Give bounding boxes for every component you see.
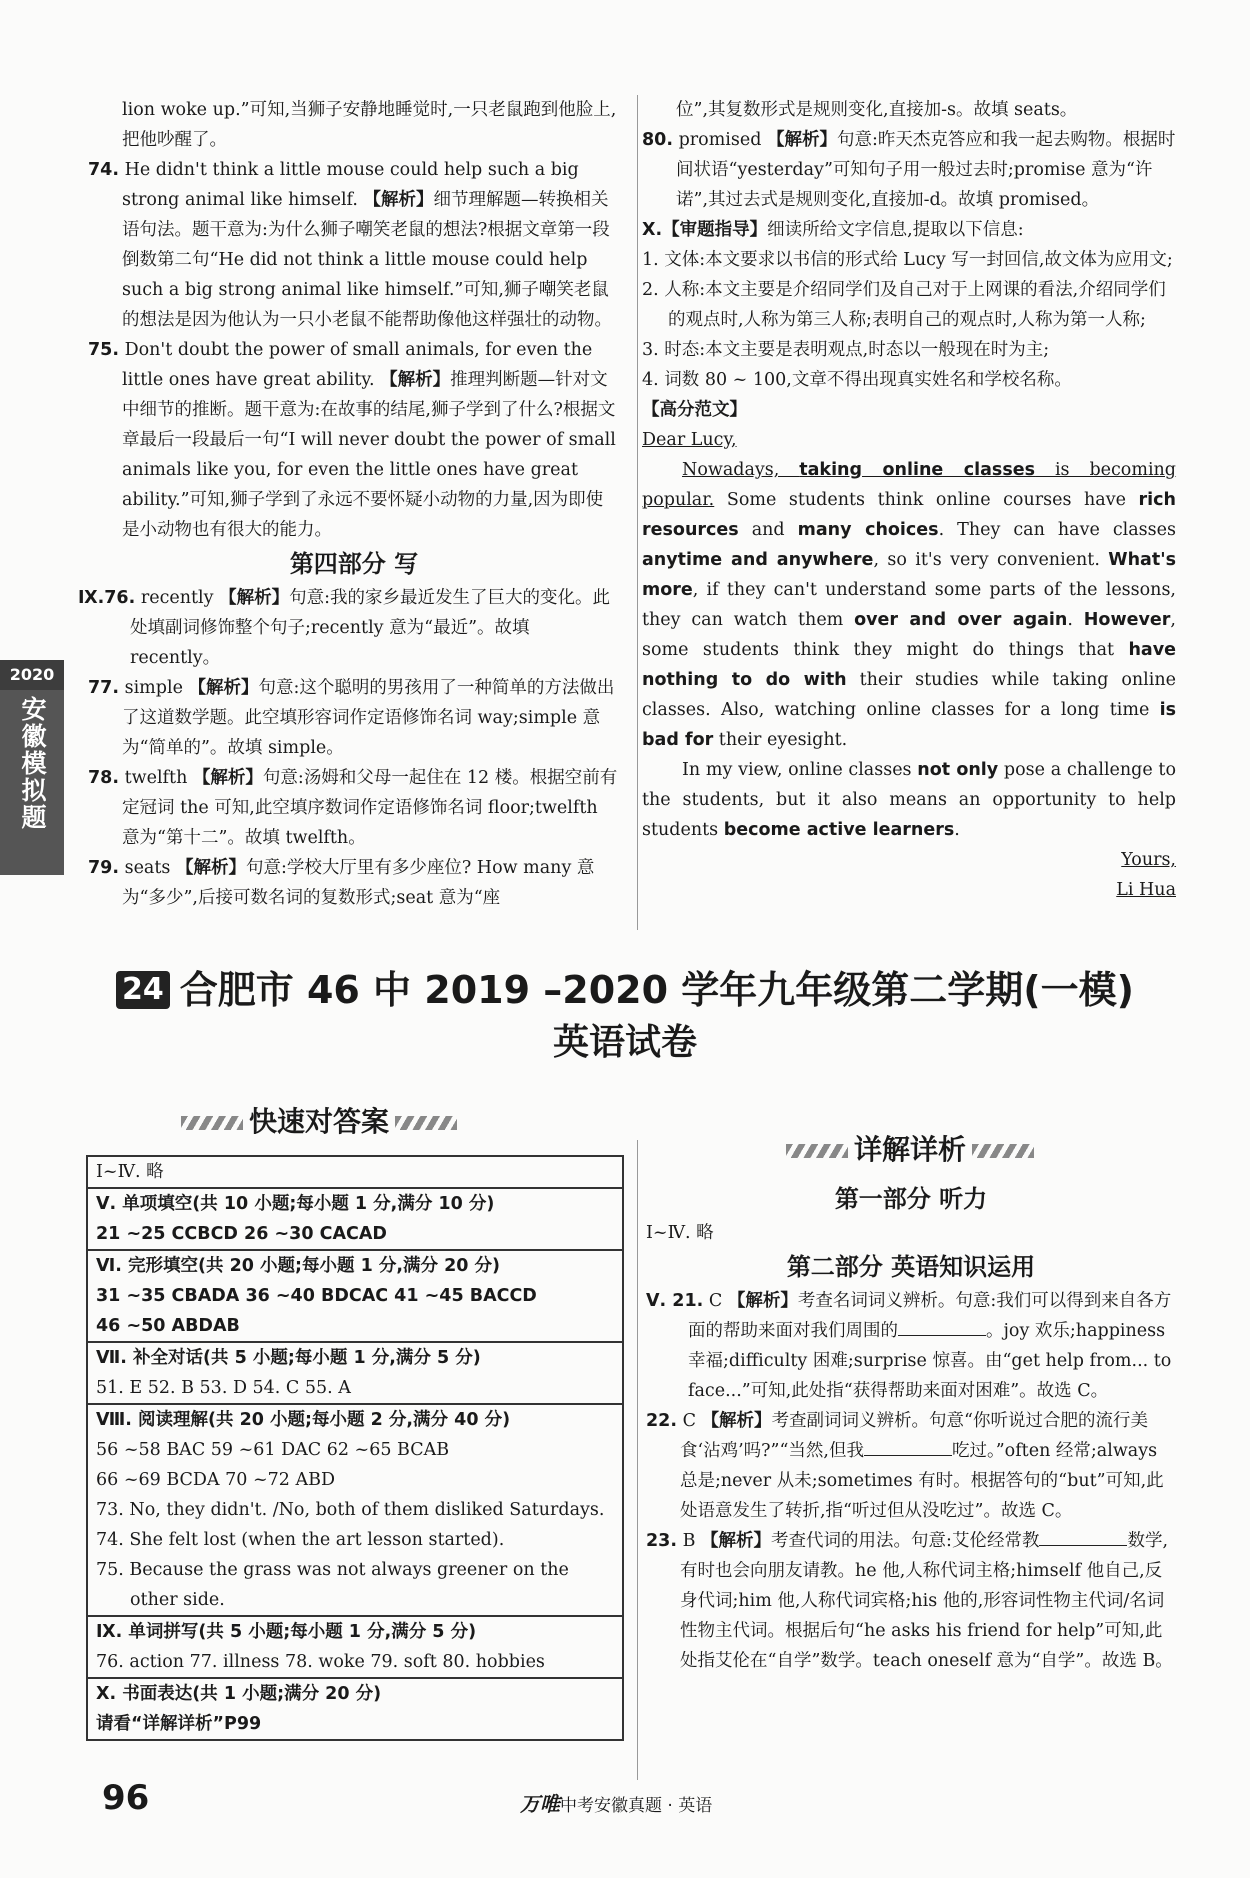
analysis-text: 推理判断题—针对文中细节的推断。题干意为:在故事的结尾,狮子学到了什么?根据文章最后一段最后一句“I will never doubt the power of small animals like you, for even the little ones have great ability.”可知,狮子学到了永远不要怀疑小动物的力量,因为即使是小动物也有很大的能力。 — [122, 370, 616, 540]
row-heading: Ⅴ. 单项填空(共 10 小题;每小题 1 分,满分 10 分) — [96, 1194, 495, 1214]
span: is becoming popular. — [642, 460, 1177, 510]
answer-text: recently — [140, 588, 214, 608]
span: have nothing to do with — [642, 640, 1176, 690]
exam-subtitle: 英语试卷 — [552, 1022, 697, 1063]
analysis-text: 考查代词的用法。句意:艾伦经常教 — [771, 1531, 1040, 1551]
span: taking online classes — [799, 460, 1036, 480]
answer-text: C — [708, 1291, 723, 1311]
closing-text: Yours, — [1121, 850, 1176, 870]
answer-76 — [78, 583, 620, 673]
table-row — [88, 1251, 622, 1343]
right-column-top — [642, 95, 1176, 905]
analysis-text: 句意:学校大厅里有多少座位? How many 意为“多少”,后接可数名词的复数形式;seat 意为“座 — [122, 858, 595, 908]
answer-80 — [642, 125, 1176, 215]
side-tab-year: 2020 — [0, 660, 64, 690]
exam-title — [0, 966, 1250, 1014]
answer-text: C — [682, 1411, 696, 1431]
answer-text: Don't doubt the power of small animals, for even the little ones have great ability. — [122, 340, 593, 390]
row-answers: 66 ~69 BCDA 70 ~72 ABD — [96, 1470, 335, 1490]
answer-text: twelfth — [124, 768, 188, 788]
detailed-analysis-heading — [780, 1130, 1040, 1170]
analysis-tag: 【解析】 — [727, 1291, 798, 1311]
guide-item: 4. 词数 80 ~ 100,文章不得出现真实姓名和学校名称。 — [642, 370, 1072, 390]
decor-stripes-icon — [786, 1144, 848, 1158]
row-heading: Ⅹ. 书面表达(共 1 小题;满分 20 分) — [96, 1684, 382, 1704]
row-answers: 73. No, they didn't. /No, both of them disliked Saturdays. — [96, 1500, 605, 1520]
analysis-23 — [646, 1526, 1176, 1676]
left-column-top — [78, 95, 620, 913]
analysis-22 — [646, 1406, 1176, 1526]
letter-signature — [642, 875, 1176, 905]
letter-greeting — [642, 425, 1176, 455]
question-number: 22. — [646, 1411, 678, 1431]
answer-74 — [88, 155, 620, 335]
row-heading: Ⅷ. 阅读理解(共 20 小题;每小题 2 分,满分 40 分) — [96, 1410, 511, 1430]
footer-title — [520, 1788, 712, 1817]
row-answers: 56 ~58 BAC 59 ~61 DAC 62 ~65 BCAB — [96, 1440, 450, 1460]
table-row — [88, 1679, 622, 1739]
row-answers: 51. E 52. B 53. D 54. C 55. A — [96, 1378, 351, 1398]
blank-line — [1039, 1527, 1127, 1546]
row-answers: 75. Because the grass was not always greener on the other side. — [96, 1560, 569, 1610]
analysis-text: 句意:我的家乡最近发生了巨大的变化。此处填副词修饰整个句子;recently 意为“最近”。故填 recently。 — [130, 588, 610, 668]
analysis-tag: 【解析】 — [219, 588, 290, 608]
answer-79 — [88, 853, 620, 913]
analysis-text: 数学,有时也会向朋友请教。he 他,人称代词主格;himself 他自己,反身代词;him 他,人称代词宾格;his 他的,形容词性物主代词/名词性物主代词。根据后句“he asks his friend for help”可知,此处指艾伦在“自学”数学。teach oneself 意为“自学”。故选 B。 — [680, 1531, 1173, 1671]
analysis-text: 细节理解题—转换相关语句法。题干意为:为什么狮子嘲笑老鼠的想法?根据文章第一段倒数第二句“He did not think a little mouse could help such a big strong animal like himself.”可知,狮子嘲笑老鼠的想法是因为他认为一只小老鼠不能帮助像他这样强壮的动物。 — [122, 190, 612, 330]
model-essay-tag: 【高分范文】 — [642, 400, 747, 420]
analysis-text: 。joy 欢乐;happiness 幸福;difficulty 困难;surprise 惊喜。由“get help from... to face...”可知,此处指“获得帮助来面对困难”。故选 C。 — [688, 1321, 1172, 1401]
footer-book-title: 中考安徽真题 · 英语 — [560, 1796, 713, 1816]
question-number: 79. — [88, 858, 120, 878]
row-answers: 31 ~35 CBADA 36 ~40 BDCAC 41 ~45 BACCD — [96, 1286, 537, 1306]
span: In my view, online classes — [682, 760, 918, 780]
span: their studies while taking online classes. Also, watching online classes for a long time — [642, 670, 1176, 720]
section-heading-part2: 第二部分 英语知识运用 — [786, 1253, 1036, 1281]
span: Some students think online courses have — [714, 490, 1139, 510]
blank-line — [864, 1437, 952, 1456]
text-line: lion woke up.”可知,当狮子安静地睡觉时,一只老鼠跑到他脸上,把他吵醒了。 — [122, 100, 617, 150]
row-answers: 76. action 77. illness 78. woke 79. soft 80. hobbies — [96, 1652, 545, 1672]
span: is bad for — [642, 700, 1176, 750]
signature-text: Li Hua — [1116, 880, 1176, 900]
span: over and over again — [854, 610, 1068, 630]
detailed-analysis-title: 详解详析 — [854, 1133, 967, 1166]
analysis-tag: 【解析】 — [363, 190, 434, 210]
span: . — [954, 820, 960, 840]
analysis-tag: 【解析】 — [175, 858, 246, 878]
span: . — [1067, 610, 1084, 630]
span: rich resources — [642, 490, 1176, 540]
decor-stripes-icon — [972, 1144, 1034, 1158]
section-heading-part1: 第一部分 听力 — [834, 1185, 988, 1213]
table-row — [88, 1405, 622, 1617]
guide-item: 2. 人称:本文主要是介绍同学们及自己对于上网课的看法,介绍同学们的观点时,人称为第三人称;表明自己的观点时,人称为第一人称; — [642, 280, 1166, 330]
right-column-bottom — [646, 1180, 1176, 1676]
guide-item: 3. 时态:本文主要是表明观点,时态以一般现在时为主; — [642, 340, 1050, 360]
table-row — [88, 1343, 622, 1405]
quick-answers-heading — [175, 1102, 475, 1142]
answer-text: He didn't think a little mouse could help such a big strong animal like himself. — [122, 160, 579, 210]
row-answers: 74. She felt lost (when the art lesson started). — [96, 1530, 505, 1550]
letter-paragraph-2 — [642, 755, 1176, 845]
exam-title-line1: 合肥市 46 中 2019 –2020 学年九年级第二学期(一模) — [179, 968, 1135, 1012]
span: However — [1083, 610, 1171, 630]
quick-answers-title: 快速对答案 — [249, 1105, 390, 1138]
span: . They can have classes — [938, 520, 1176, 540]
span: and — [738, 520, 798, 540]
span: anytime and anywhere — [642, 550, 874, 570]
analysis-text: 考查名词词义辨析。句意:我们可以得到来自各方面的帮助来面对我们周围的 — [688, 1291, 1172, 1341]
span: , if they can't understand some parts of the lessons, they can watch them — [642, 580, 1176, 630]
span: What's more — [642, 550, 1177, 600]
answer-table — [86, 1155, 624, 1741]
guide-item: 1. 文体:本文要求以书信的形式给 Lucy 写一封回信,故文体为应用文; — [642, 250, 1173, 270]
decor-stripes-icon — [181, 1116, 243, 1130]
analysis-text: 考查副词词义辨析。句意“你听说过合肥的流行美食‘沾鸡’吗?”“当然,但我 — [680, 1411, 1149, 1461]
side-tab — [0, 660, 64, 875]
table-row — [88, 1617, 622, 1679]
analysis-tag: 【解析】 — [701, 1411, 772, 1431]
table-row — [88, 1189, 622, 1251]
question-number: 80. — [642, 130, 674, 150]
row-answers: 46 ~50 ABDAB — [96, 1316, 240, 1336]
answer-75 — [88, 335, 620, 545]
guide-tag: 【审题指导】 — [662, 220, 768, 240]
answer-77 — [88, 673, 620, 763]
question-number: 74. — [88, 160, 120, 180]
analysis-text: 句意:汤姆和父母一起住在 12 楼。根据空前有定冠词 the 可知,此空填序数词作定语修饰名词 floor;twelfth 意为“第十二”。故填 twelfth。 — [122, 768, 618, 848]
text-line: 位”,其复数形式是规则变化,直接加-s。故填 seats。 — [676, 100, 1078, 120]
row-heading: Ⅶ. 补全对话(共 5 小题;每小题 1 分,满分 5 分) — [96, 1348, 481, 1368]
analysis-text: 吃过。”often 经常;always 总是;never 从未;sometimes 有时。根据答句的“but”可知,此处语意发生了转折,指“听过但从没吃过”。故选 C。 — [680, 1441, 1164, 1521]
answer-text: simple — [124, 678, 183, 698]
question-number: 77. — [88, 678, 120, 698]
question-number: 78. — [88, 768, 120, 788]
column-divider — [637, 1140, 638, 1780]
answer-78 — [88, 763, 620, 853]
analysis-tag: 【解析】 — [188, 678, 259, 698]
analysis-tag: 【解析】 — [380, 370, 451, 390]
row-answers: 请看“详解详析”P99 — [96, 1714, 262, 1734]
question-number: 75. — [88, 340, 120, 360]
analysis-text: 句意:昨天杰克答应和我一起去购物。根据时间状语“yesterday”可知句子用一般过去时;promise 意为“许诺”,其过去式是规则变化,直接加-d。故填 promised。 — [676, 130, 1176, 210]
span: many choices — [797, 520, 939, 540]
exam-number-badge: 24 — [116, 971, 170, 1009]
side-tab-label: 安徽模拟题 — [18, 696, 47, 831]
analysis-tag: 【解析】 — [192, 768, 263, 788]
row-heading: Ⅸ. 单词拼写(共 5 小题;每小题 1 分,满分 5 分) — [96, 1622, 477, 1642]
page-number: 96 — [102, 1778, 150, 1818]
analysis-tag: 【解析】 — [701, 1531, 772, 1551]
analysis-21 — [646, 1286, 1176, 1406]
span: , some students think they might do things that — [642, 610, 1176, 660]
row-answers: 21 ~25 CCBCD 26 ~30 CACAD — [96, 1224, 387, 1244]
question-number: Ⅴ. 21. — [646, 1291, 704, 1311]
letter-closing — [642, 845, 1176, 875]
table-row — [88, 1157, 622, 1189]
span: pose a challenge to the students, but it also means an opportunity to help students — [642, 760, 1176, 840]
analysis-tag: 【解析】 — [767, 130, 838, 150]
section-heading-part4: 第四部分 写 — [289, 550, 419, 578]
greeting-text: Dear Lucy, — [642, 430, 737, 450]
row-text: Ⅰ~Ⅳ. 略 — [96, 1162, 164, 1182]
question-number: 23. — [646, 1531, 678, 1551]
span: Nowadays, — [682, 460, 800, 480]
column-divider — [637, 95, 638, 930]
letter-paragraph-1 — [642, 455, 1176, 755]
span: , so it's very convenient. — [873, 550, 1109, 570]
answer-text: promised — [678, 130, 762, 150]
span: become active learners — [723, 820, 955, 840]
question-number: Ⅸ.76. — [78, 588, 136, 608]
guide-text: 细读所给文字信息,提取以下信息: — [767, 220, 1024, 240]
writing-guide — [642, 215, 1176, 245]
row-heading: Ⅵ. 完形填空(共 20 小题;每小题 1 分,满分 20 分) — [96, 1256, 501, 1276]
listening-skip: Ⅰ~Ⅳ. 略 — [646, 1223, 714, 1243]
analysis-text: 句意:这个聪明的男孩用了一种简单的方法做出了这道数学题。此空填形容词作定语修饰名词 way;simple 意为“简单的”。故填 simple。 — [122, 678, 615, 758]
span: their eyesight. — [713, 730, 848, 750]
blank-line — [898, 1317, 986, 1336]
answer-text: seats — [124, 858, 171, 878]
span: not only — [917, 760, 999, 780]
brand-logo: 万唯 — [520, 1792, 560, 1816]
question-number: Ⅹ. — [642, 220, 663, 240]
answer-text: B — [682, 1531, 696, 1551]
decor-stripes-icon — [395, 1116, 457, 1130]
